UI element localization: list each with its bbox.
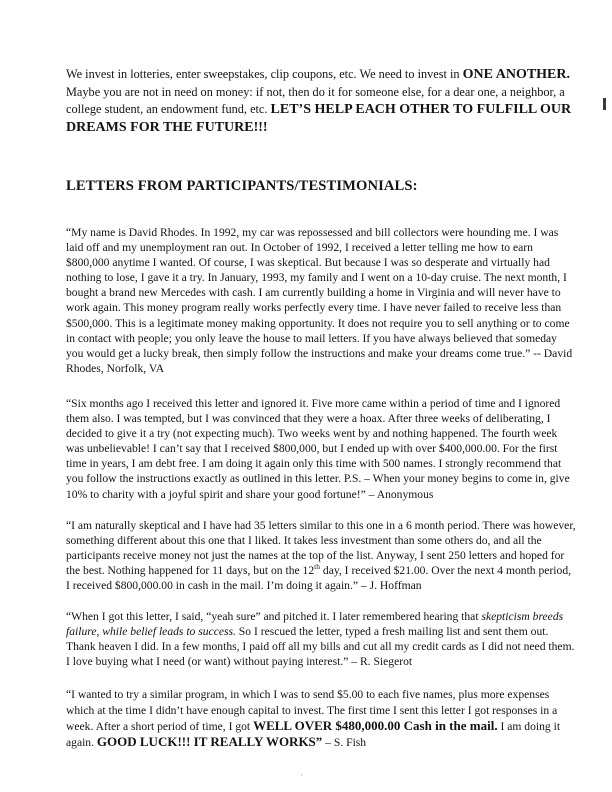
- testimonials-heading: LETTERS FROM PARTICIPANTS/TESTIMONIALS:: [66, 178, 418, 194]
- testimonial-r-siegerot-text-1: “When I got this letter, I said, “yeah sure” and pitched it. I later remembered hearing that: [66, 610, 482, 624]
- testimonial-s-fish-signature: – S. Fish: [322, 735, 367, 749]
- testimonial-anonymous: “Six months ago I received this letter and ignored it. Five more came within a period of time and I ignored them also. I was tempted, but I was convinced that they were a hoax. After three weeks of deliberating, I decided to give it a try (not expecting much). Two weeks went by and nothing happened. The fourth week was unbelievable! I can’t say that I received $800,000, but I ended up with over $400,000.00. For the first time in years, I am debt free. I am doing it again only this time with 500 names. I strongly recommend that you follow the instructions exactly as outlined in this letter. P.S. – When your money begins to come in, give 10% to charity with a joyful spirit and share your good fortune!” – Anonymous: [66, 396, 570, 501]
- testimonial-david-rhodes: “My name is David Rhodes. In 1992, my car was repossessed and bill collectors were hounding me. I was laid off and my unemployment ran out. In October of 1992, I received a letter telling me how to earn $800,000 anytime I wanted. Of course, I was skeptical. But because I was so desperate and virtually had nothing to lose, I gave it a try. In January, 1993, my family and I went on a 10-day cruise. The next month, I bought a brand new Mercedes with cash. I am currently building a home in Virginia and will never have to work again. This money program really works perfectly every time. I have never failed to receive less than $500,000. This is a legitimate money making opportunity. It does not require you to sell anything or to come in contact with people; you only leave the house to mail letters. If you have always believed that someday you would get a lucky break, then simply follow the instructions and make your dreams come true.” -- David Rhodes, Norfolk, VA: [66, 226, 573, 375]
- testimonial-s-fish-emphasis-good-luck: GOOD LUCK!!! IT REALLY WORKS”: [96, 733, 323, 749]
- intro-text-1: We invest in lotteries, enter sweepstakes, clip coupons, etc. We need to invest in: [66, 67, 463, 81]
- intro-emphasis-one-another: ONE ANOTHER.: [462, 67, 571, 82]
- testimonial-s-fish: [66, 687, 576, 749]
- testimonial-r-siegerot: [66, 609, 576, 669]
- testimonial-s-fish-text-2: I am doing it again.: [66, 719, 561, 749]
- testimonial-s-fish-emphasis-amount: WELL OVER $480,000.00 Cash in the mail.: [253, 717, 498, 733]
- testimonial-j-hoffman-text-2: day, I received $21.00. Over the next 4 month period, I received $800,000.00 in cash in the mail. I’m doing it again.” – J. Hoffman: [66, 563, 572, 592]
- testimonial-r-siegerot-italic-quote: skepticism breeds failure, while belief leads to success.: [66, 610, 564, 639]
- testimonial-j-hoffman-text-1: “I am naturally skeptical and I have had 35 letters similar to this one in a 6 month period. There was however, something different about this one that I liked. It takes less investment than some others do, and all the participants receive money not just the names at the top of the list. Anyway, I sent 250 letters and hoped for the best. Nothing happened for 11 days, but on the 12: [66, 518, 576, 577]
- testimonial-s-fish-text-1: “I wanted to try a similar program, in which I was to send $5.00 to each five names, plus more expenses which at the time I didn’t have enough capital to invest. The first time I sent this letter I got responses in a week. After a short period of time, I got: [66, 688, 558, 733]
- intro-text-2: Maybe you are not in need on money: if not, then do it for someone else, for a dear one, a neighbor, a college student, an endowment fund, etc.: [66, 84, 565, 116]
- scan-edge-mark: [603, 98, 606, 110]
- intro-paragraph: [66, 66, 576, 136]
- ordinal-suffix: th: [314, 562, 320, 572]
- intro-emphasis-help-each-other: LET’S HELP EACH OTHER TO FULFILL OUR DREAMS FOR THE FUTURE!!!: [66, 102, 572, 135]
- testimonial-j-hoffman: [66, 518, 576, 593]
- scan-speck: ·: [300, 770, 303, 780]
- testimonial-r-siegerot-text-2: So I rescued the letter, typed a fresh mailing list and sent them out. Thank heaven I did. In a few months, I paid off all my bills and cut all my credit cards as I did not need them. I love buying what I need (or want) without paying interest.” – R. Siegerot: [66, 625, 575, 669]
